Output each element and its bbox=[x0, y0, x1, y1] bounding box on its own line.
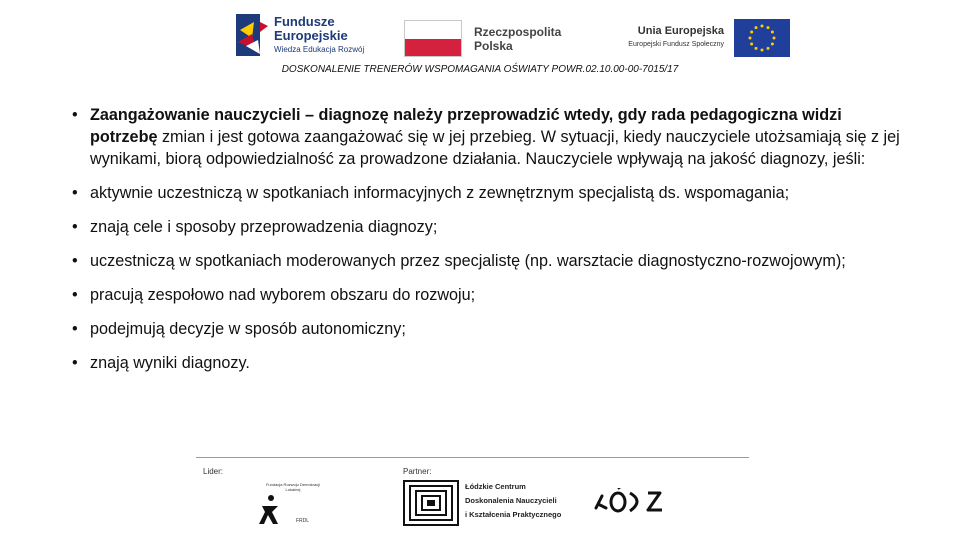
bullet-item bbox=[72, 216, 902, 238]
eu-star bbox=[771, 43, 774, 46]
poland-flag-icon bbox=[404, 20, 462, 57]
bullet-marker: • bbox=[72, 218, 78, 236]
pl-logo-line1: Rzeczpospolita bbox=[474, 25, 562, 39]
bullet-item bbox=[72, 250, 902, 272]
rzeczpospolita-polska-logo bbox=[404, 18, 570, 58]
eu-star bbox=[755, 26, 758, 29]
slide-content bbox=[72, 104, 902, 386]
lcdnikp-logo-text bbox=[465, 480, 561, 522]
eu-star bbox=[750, 31, 753, 34]
frdl-logo-small: FRDL bbox=[296, 518, 310, 524]
fe-logo-line1: Fundusze bbox=[274, 14, 335, 29]
eu-star bbox=[767, 47, 770, 50]
bullet-text: uczestniczą w spotkaniach moderowanych przez specjalistę (np. warsztacie diagnostyczno-rozwojowym); bbox=[90, 252, 846, 270]
eu-star bbox=[755, 47, 758, 50]
bullet-item bbox=[72, 104, 902, 170]
lider-label: Lider: bbox=[203, 467, 224, 476]
fe-logo-line2: Europejskie bbox=[274, 28, 348, 43]
eu-star bbox=[771, 31, 774, 34]
lcdnikp-line: i Kształcenia Praktycznego bbox=[465, 510, 562, 519]
lcdnikp-line: Doskonalenia Nauczycieli bbox=[465, 496, 557, 505]
eu-flag-icon bbox=[734, 19, 790, 57]
eu-star bbox=[773, 37, 776, 40]
bullet-marker: • bbox=[72, 354, 78, 372]
lodz-logo-icon bbox=[594, 488, 664, 514]
unia-europejska-logo bbox=[598, 18, 790, 58]
bullet-list bbox=[72, 104, 902, 374]
bullet-marker: • bbox=[72, 106, 78, 124]
eu-star bbox=[761, 49, 764, 52]
bullet-text: pracują zespołowo nad wyborem obszaru do rozwoju; bbox=[90, 286, 476, 304]
ue-logo-line2: Europejski Fundusz Społeczny bbox=[628, 41, 724, 48]
bullet-item bbox=[72, 318, 902, 340]
eu-star bbox=[761, 25, 764, 28]
fundusze-europejskie-logo bbox=[232, 12, 374, 60]
bullet-marker: • bbox=[72, 252, 78, 270]
bullet-text: zmian i jest gotowa zaangażować się w jej przebieg. W sytuacji, kiedy nauczyciele utożsamiają się z jej wynikami, biorą odpowiedzialność za prowadzone działania. Nauczyciele wpływają na jakość diagnozy, jeśli: bbox=[90, 128, 900, 168]
ue-logo-line1: Unia Europejska bbox=[637, 25, 724, 37]
bullet-bold-text: Zaangażowanie nauczycieli – diagnozę należy przeprowadzić wtedy, gdy rada pedagogiczna widzi potrzebę bbox=[90, 106, 842, 146]
bullet-text: znają wyniki diagnozy. bbox=[90, 354, 250, 372]
bullet-marker: • bbox=[72, 286, 78, 304]
fe-logo-line3: Wiedza Edukacja Rozwój bbox=[274, 45, 365, 54]
fe-mark-icon bbox=[232, 12, 268, 58]
project-title: DOSKONALENIE TRENERÓW WSPOMAGANIA OŚWIATY POWR.02.10.00-00-7015/17 bbox=[281, 64, 679, 75]
eu-star bbox=[750, 43, 753, 46]
footer-divider bbox=[196, 457, 749, 458]
bullet-item bbox=[72, 284, 902, 306]
bullet-text: aktywnie uczestniczą w spotkaniach informacyjnych z zewnętrznym specjalistą ds. wspomagania; bbox=[90, 184, 790, 202]
lcdnikp-square-icon bbox=[403, 480, 459, 526]
bullet-marker: • bbox=[72, 320, 78, 338]
partner-label: Partner: bbox=[403, 467, 432, 476]
bullet-marker: • bbox=[72, 184, 78, 202]
bullet-text: podejmują decyzje w sposób autonomiczny; bbox=[90, 320, 406, 338]
header-logos bbox=[0, 0, 960, 80]
pl-logo-line2: Polska bbox=[474, 39, 513, 53]
bullet-text: znają cele i sposoby przeprowadzenia diagnozy; bbox=[90, 218, 438, 236]
frdl-figure-icon bbox=[258, 494, 282, 526]
frdl-logo bbox=[252, 480, 322, 528]
eu-star bbox=[749, 37, 752, 40]
eu-star bbox=[767, 26, 770, 29]
lcdnikp-logo bbox=[403, 480, 563, 526]
bullet-item bbox=[72, 182, 902, 204]
bullet-item bbox=[72, 352, 902, 374]
lcdnikp-line: Łódzkie Centrum bbox=[465, 482, 526, 491]
frdl-logo-text: Fundacja Rozwoju Demokracji Lokalnej bbox=[265, 482, 321, 492]
